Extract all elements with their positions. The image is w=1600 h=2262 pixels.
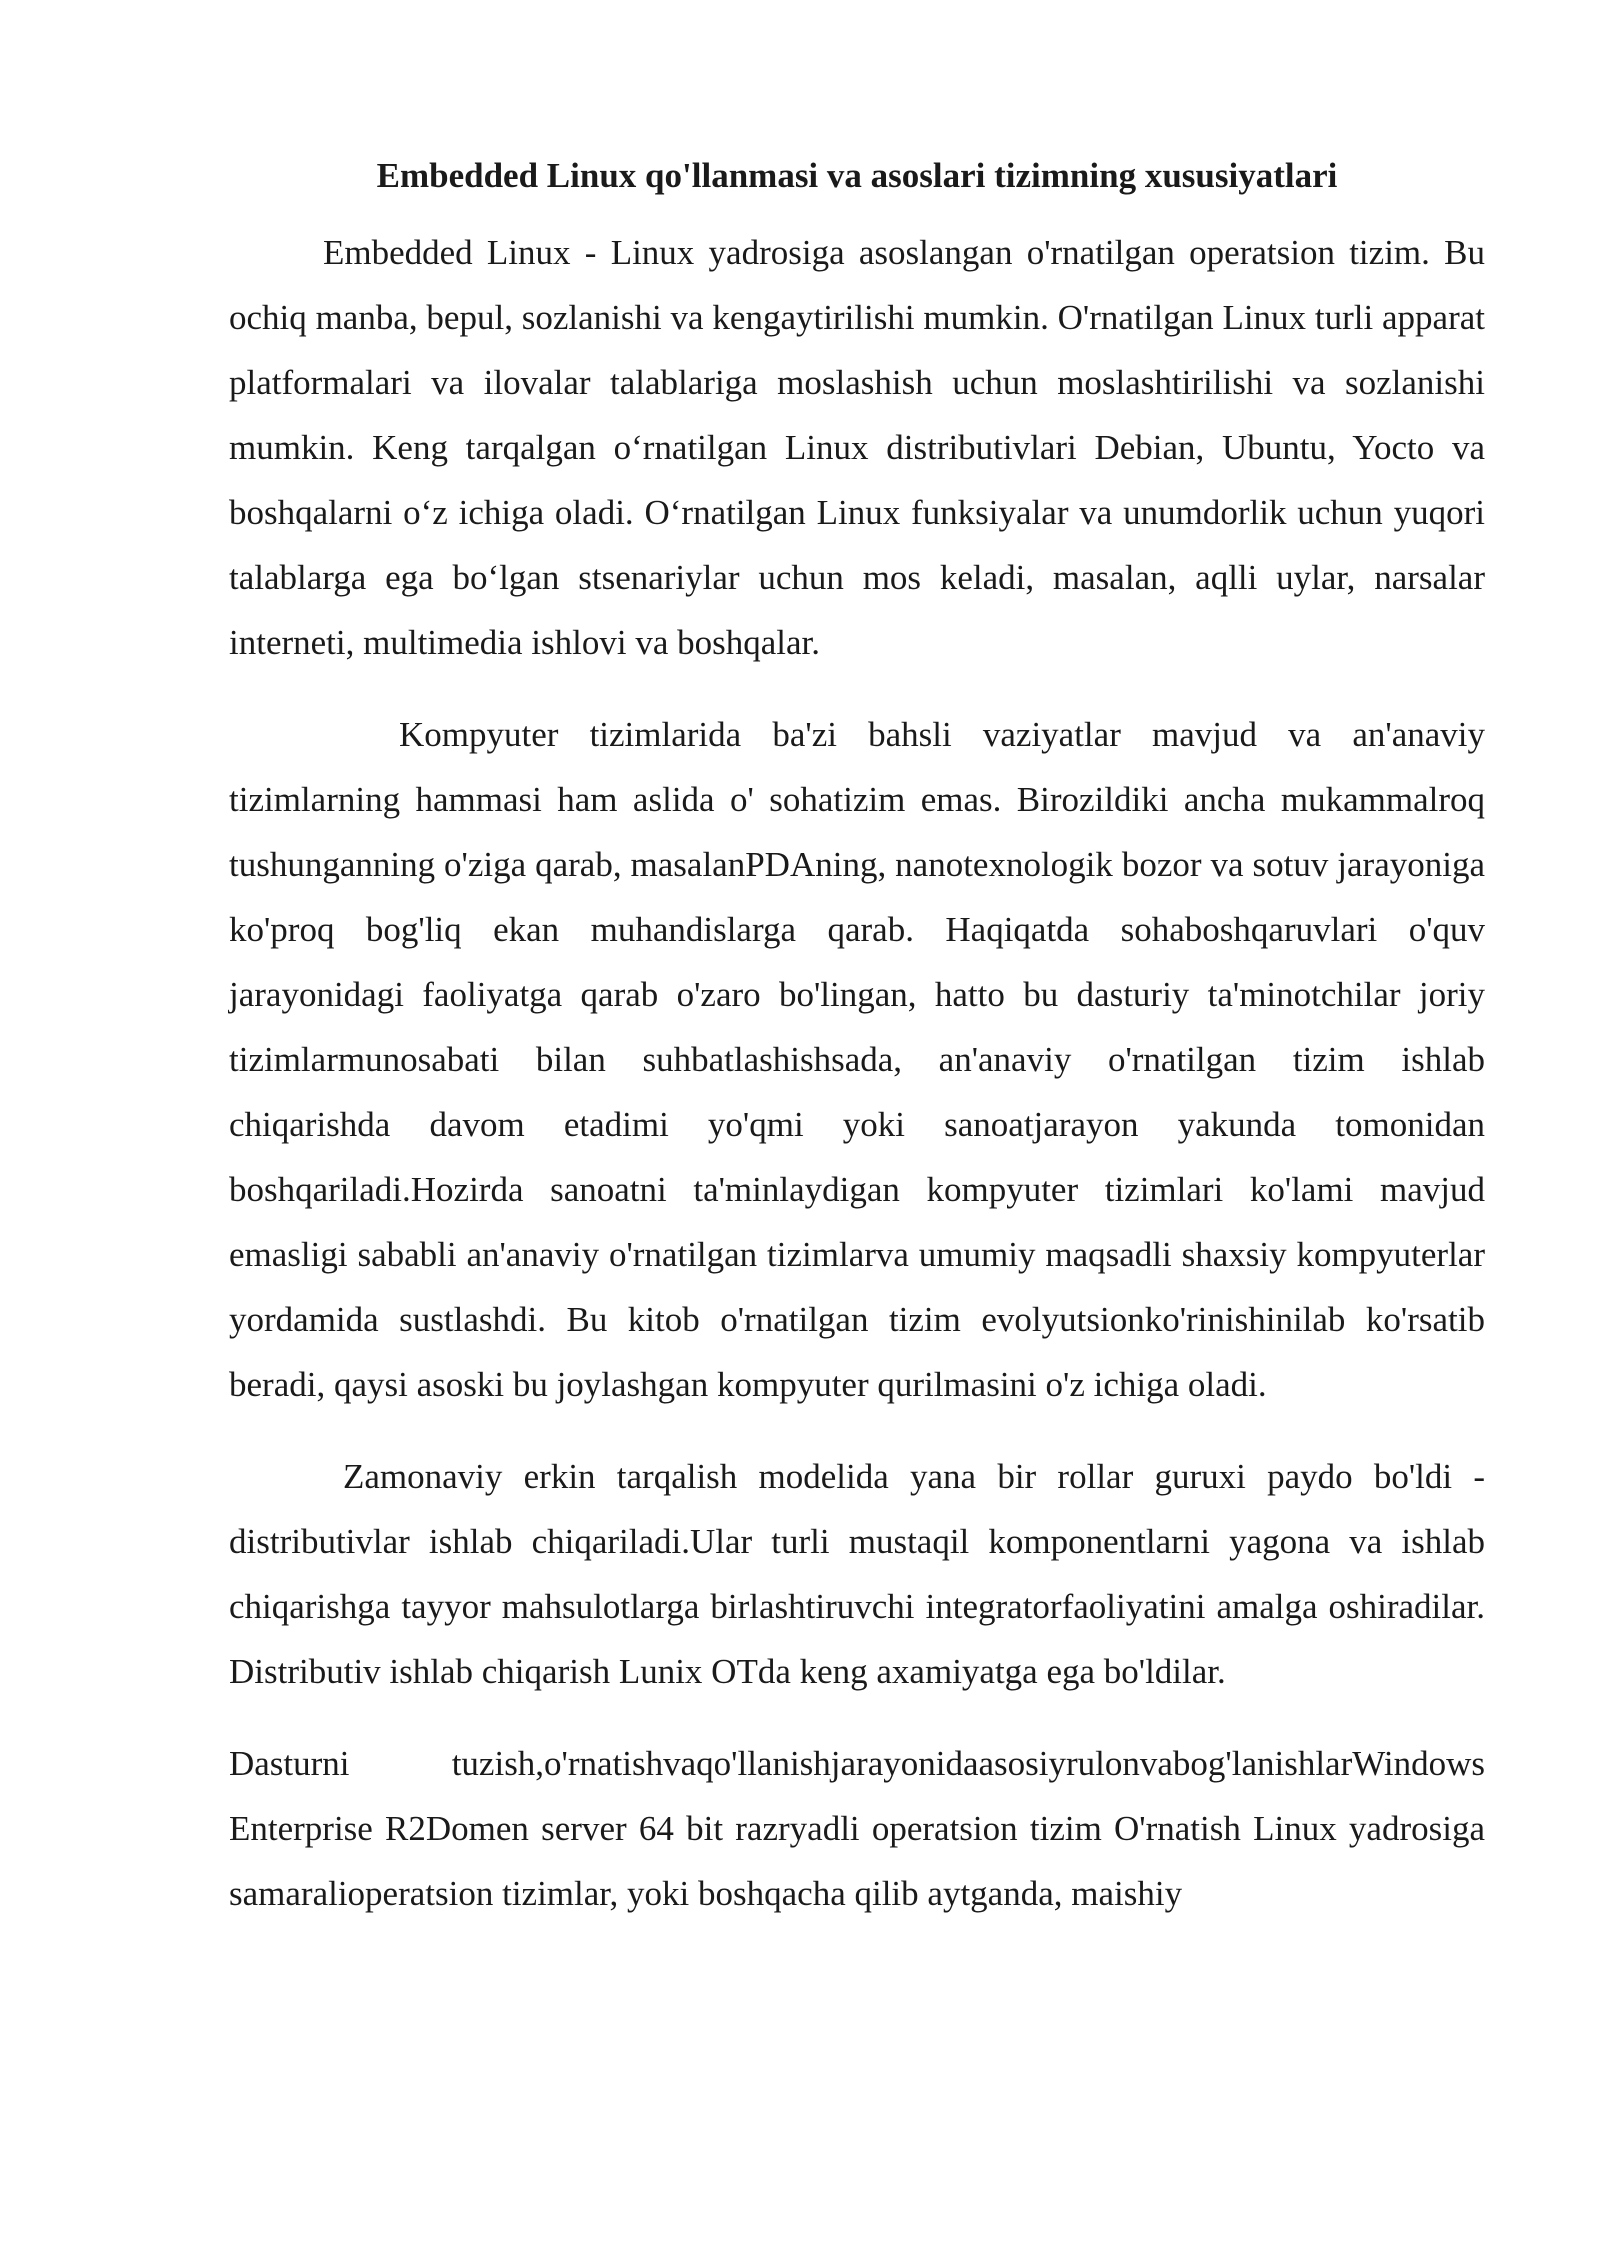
paragraph-2: Kompyuter tizimlarida ba'zi bahsli vaziyatlar mavjud va an'anaviy tizimlarning hammasi ham aslida o' sohatizim emas. Birozildiki ancha mukammalroq tushunganning o'ziga qarab, masalanPDAning, nanotexnologik bozor va sotuv jarayoniga ko'proq bog'liq ekan muhandislarga qarab. Haqiqatda sohaboshqaruvlari o'quv jarayonidagi faoliyatga qarab o'zaro bo'lingan, hatto bu dasturiy ta'minotchilar joriy tizimlarmunosabati bilan suhbatlashishsada, an'anaviy o'rnatilgan tizim ishlab chiqarishda davom etadimi yo'qmi yoki sanoatjarayon yakunda tomonidan boshqariladi.Hozirda sanoatni ta'minlaydigan kompyuter tizimlari ko'lami mavjud emasligi sababli an'anaviy o'rnatilgan tizimlarva umumiy maqsadli shaxsiy kompyuterlar yordamida sustlashdi. Bu kitob o'rnatilgan tizim evolyutsionko'rinishinilab ko'rsatib beradi, qaysi asoski bu joylashgan kompyuter qurilmasini o'z ichiga oladi.	[229, 715, 1485, 1404]
paragraph-3: Zamonaviy erkin tarqalish modelida yana bir rollar guruxi paydo bo'ldi - distributivlar ishlab chiqariladi.Ular turli mustaqil komponentlarni yagona va ishlab chiqarishga tayyor mahsulotlarga birlashtiruvchi integratorfaoliyatini amalga oshiradilar. Distributiv ishlab chiqarish Lunix OTda keng axamiyatga ega bo'ldilar.	[229, 1457, 1485, 1691]
document-body	[229, 146, 1485, 1953]
document-title: Embedded Linux qo'llanmasi va asoslari tizimning xususiyatlari	[376, 156, 1338, 195]
paragraph-1: Embedded Linux - Linux yadrosiga asoslangan o'rnatilgan operatsion tizim. Bu ochiq manba, bepul, sozlanishi va kengaytirilishi mumkin. O'rnatilgan Linux turli apparat platformalari va ilovalar talablariga moslashish uchun moslashtirilishi va sozlanishi mumkin. Keng tarqalgan o‘rnatilgan Linux distributivlari Debian, Ubuntu, Yocto va boshqalarni o‘z ichiga oladi. O‘rnatilgan Linux funksiyalar va unumdorlik uchun yuqori talablarga ega bo‘lgan stsenariylar uchun mos keladi, masalan, aqlli uylar, narsalar interneti, multimedia ishlovi va boshqalar.	[229, 233, 1485, 662]
paragraph-4: Dasturni tuzish,o'rnatishvaqo'llanishjarayonidaasosiyrulonvabog'lanishlarWindows Enterprise R2Domen server 64 bit razryadli operatsion tizim O'rnatish Linux yadrosiga samaralioperatsion tizimlar, yoki boshqacha qilib aytganda, maishiy	[229, 1744, 1485, 1913]
